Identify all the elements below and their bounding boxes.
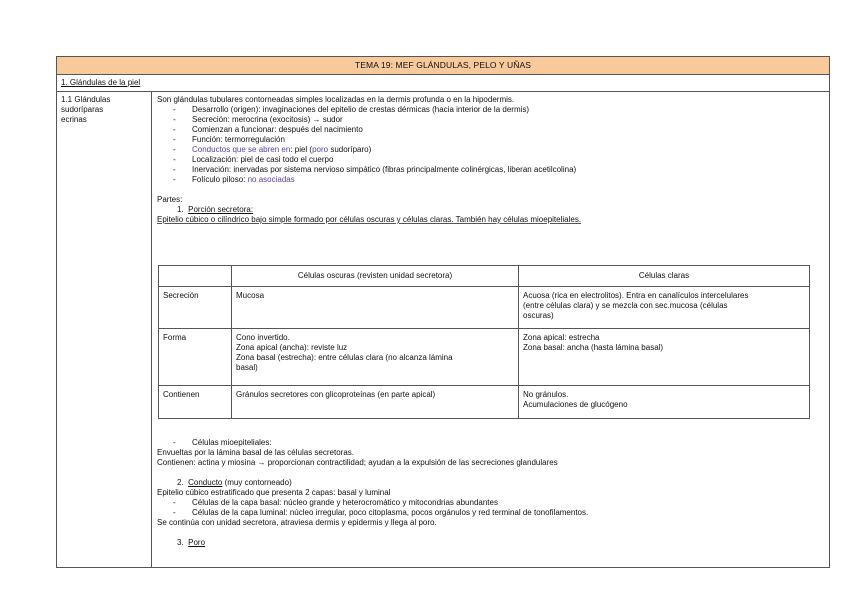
document-page <box>56 56 830 568</box>
paragraph-line: Contienen: actina y miosina → proporcionan contractilidad; ayudan a la expulsión de las secreciones glandulares <box>157 458 558 467</box>
table-cell-text: Zona basal (estrecha): entre células clara (no alcanza lámina <box>236 353 453 362</box>
list-item-text: Función: termorregulación <box>192 135 285 144</box>
part-2-heading <box>157 478 829 488</box>
spacer <box>157 185 825 195</box>
part-number: 1. <box>177 205 184 214</box>
page-title: TEMA 19: MEF GLÁNDULAS, PELO Y UÑAS <box>57 57 829 75</box>
table-cell-text: Cono invertido. <box>236 333 290 342</box>
table-cell-text: (entre células clara) y se mezcla con sec.mucosa (células <box>523 301 728 310</box>
table-cell-text: Gránulos secretores con glicoproteínas (en parte apical) <box>236 390 436 399</box>
list-item <box>157 498 829 508</box>
table-cell <box>232 386 519 419</box>
table-cell <box>519 287 810 329</box>
row-label-cell <box>57 92 152 567</box>
list-item <box>157 105 825 115</box>
table-row-label <box>159 386 232 419</box>
table-cell-text: No gránulos. <box>523 390 569 399</box>
part-number: 3. <box>177 538 184 547</box>
section-heading-text: 1. Glándulas de la piel <box>61 78 141 87</box>
paragraph-line: Envueltas por la lámina basal de las células secretoras. <box>157 448 354 457</box>
lower-section <box>157 438 829 548</box>
paragraph-line: Se continúa con unidad secretora, atraviesa dermis y epidermis y llega al poro. <box>157 518 437 527</box>
intro-text: Son glándulas tubulares contorneadas simples localizadas en la dermis profunda o en la hipodermis. <box>157 95 515 104</box>
row-label-line: ecrinas <box>61 115 87 124</box>
row-label-line: 1.1 Glándulas <box>61 95 111 104</box>
list-item-text: Células de la capa luminal: núcleo irregular, poco citoplasma, pocos orgánulos y red terminal de tonofilamentos. <box>192 508 589 517</box>
table-header-row <box>159 266 810 287</box>
table-cell-text: Zona basal: ancha (hasta lámina basal) <box>523 343 664 352</box>
highlight-text: Conductos que se abren en <box>192 145 291 154</box>
table-cell-text: Forma <box>163 333 187 342</box>
partes-label: Partes: <box>157 195 183 204</box>
part-3-heading <box>157 538 829 548</box>
list-item-text: Células mioepiteliales: <box>192 438 272 447</box>
list-item-text: Desarrollo (origen): invaginaciones del epitelio de crestas dérmicas (hacia interior de la dermis) <box>192 105 530 114</box>
list-item-text: Células de la capa basal: núcleo grande y heterocromático y mitocondrias abundantes <box>192 498 498 507</box>
list-item <box>157 145 825 155</box>
spacer <box>157 468 829 478</box>
table-header-cell <box>159 266 232 287</box>
table-cell-text: Zona apical (ancha): reviste luz <box>236 343 348 352</box>
table-row-label <box>159 329 232 386</box>
table-row <box>159 287 810 329</box>
content-row <box>57 92 829 567</box>
table-row <box>159 329 810 386</box>
list-item-text: sudoríparo) <box>328 145 372 154</box>
list-item-text: Comienzan a funcionar: después del nacimiento <box>192 125 363 134</box>
part-label-extra: (muy contorneado) <box>222 478 292 487</box>
list-item-text: Folículo piloso: <box>192 175 248 184</box>
table-header-cell: Células oscuras (revisten unidad secretora) <box>232 266 519 287</box>
list-item <box>157 508 829 518</box>
cell-comparison-table <box>158 265 810 419</box>
part-1-heading <box>157 205 825 215</box>
part-2-description: Epitelio cúbico estratificado que presenta 2 capas: basal y luminal <box>157 488 391 497</box>
table-cell <box>232 329 519 386</box>
list-item-text: Secreción: merocrina (exocitosis) → sudor <box>192 115 343 124</box>
table-cell-text: Contienen <box>163 390 200 399</box>
list-item <box>157 125 825 135</box>
table-cell-text: Zona apical: estrecha <box>523 333 600 342</box>
table-cell-text: Mucosa <box>236 291 265 300</box>
highlight-text: poro <box>312 145 329 154</box>
table-cell <box>232 287 519 329</box>
row-label-line: sudoríparas <box>61 105 104 114</box>
table-header-cell: Células claras <box>519 266 810 287</box>
table-cell-text: Secreción <box>163 291 199 300</box>
section-heading <box>57 75 829 92</box>
part-label: Conducto <box>188 478 223 487</box>
list-item-text: Inervación: inervadas por sistema nervioso simpático (fibras principalmente colinérgicas, liberan acetilcolina) <box>192 165 577 174</box>
part-1-description: Epitelio cúbico o cilíndrico bajo simple formado por células oscuras y células claras. También hay células mioepiteliales. <box>157 215 582 224</box>
list-item <box>157 438 829 448</box>
table-row <box>159 386 810 419</box>
list-item <box>157 115 825 125</box>
part-label: Porción secretora: <box>188 205 254 214</box>
table-cell-text: Acuosa (rica en electrolitos). Entra en canalículos intercelulares <box>523 291 749 300</box>
highlight-text: no asociadas <box>247 175 295 184</box>
spacer <box>157 528 829 538</box>
table-cell <box>519 386 810 419</box>
list-item-text: Localización: piel de casi todo el cuerpo <box>192 155 334 164</box>
table-cell-text: basal) <box>236 363 258 372</box>
content-cell <box>153 92 829 567</box>
table-cell-text: oscuras) <box>523 311 554 320</box>
list-item <box>157 135 825 145</box>
list-item-text: : piel ( <box>290 145 313 154</box>
part-label: Poro <box>188 538 206 547</box>
list-item <box>157 175 825 185</box>
table-cell-text: Acumulaciones de glucógeno <box>523 400 628 409</box>
list-item <box>157 165 825 175</box>
table-cell <box>519 329 810 386</box>
table-row-label <box>159 287 232 329</box>
part-number: 2. <box>177 478 184 487</box>
list-item <box>157 155 825 165</box>
